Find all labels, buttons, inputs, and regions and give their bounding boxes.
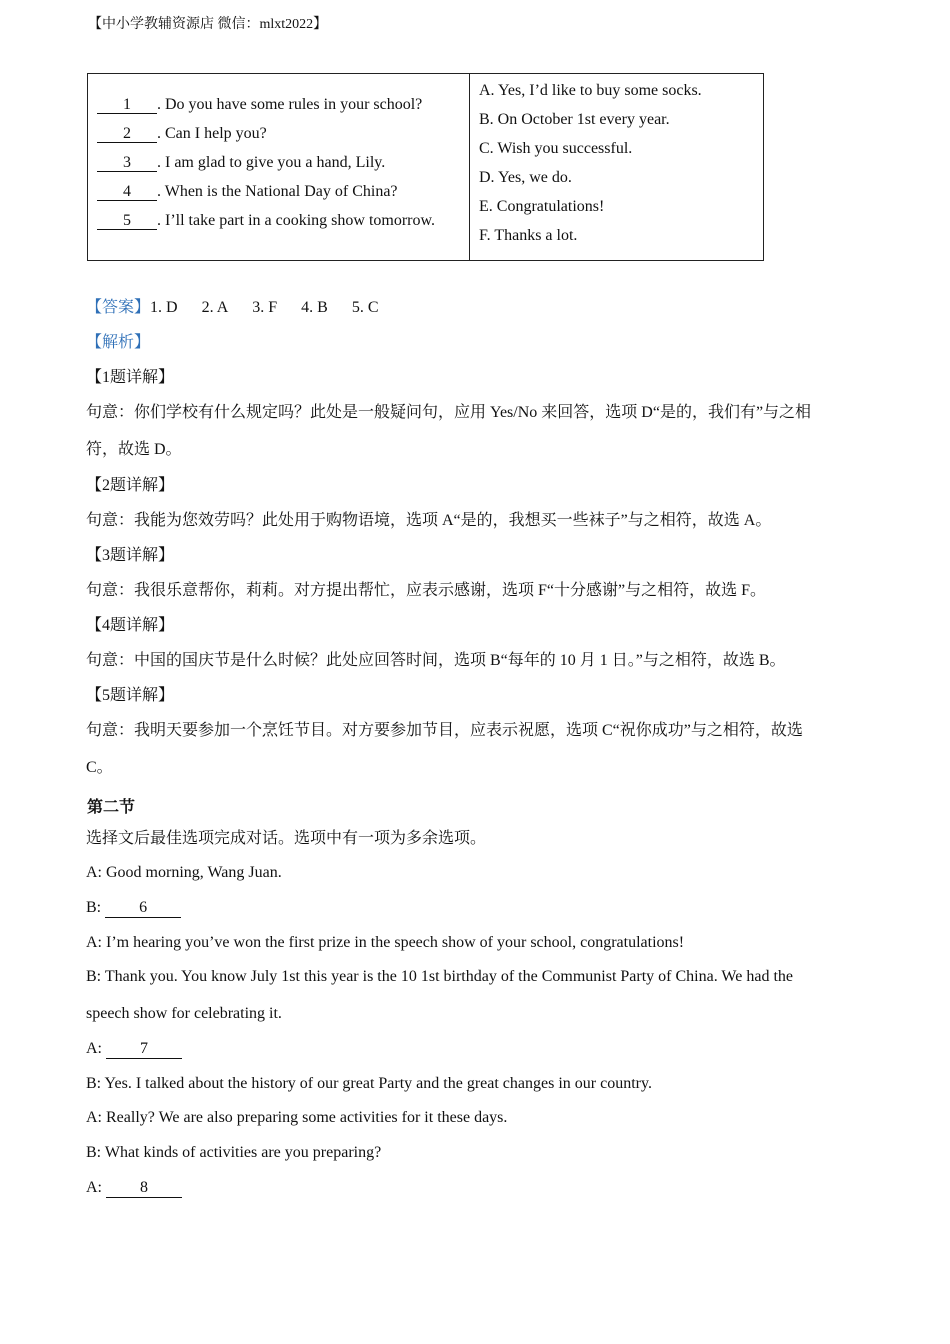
detail-text: 句意：我很乐意帮你，莉莉。对方提出帮忙，应表示感谢，选项 F“十分感谢”与之相符，故选 F。: [86, 582, 767, 599]
answer-blank: 2: [97, 125, 157, 143]
question-item: [97, 182, 469, 211]
question-text: . I’ll take part in a cooking show tomorrow.: [157, 212, 436, 229]
speaker-label: A:: [86, 864, 102, 881]
answer-blank: 4: [97, 183, 157, 201]
option-item: A. Yes, I’d like to buy some socks.: [479, 82, 702, 99]
dialogue-line: [86, 1039, 182, 1059]
answer-label: 【答案】: [86, 299, 151, 316]
question-text: . Can I help you?: [157, 125, 267, 142]
section-heading: 第二节: [87, 797, 136, 816]
answer-blank: 7: [106, 1040, 182, 1059]
question-text: . Do you have some rules in your school?: [157, 96, 423, 113]
answer-line: [86, 298, 379, 318]
speaker-label: A:: [86, 1040, 102, 1057]
option-item: F. Thanks a lot.: [479, 227, 578, 244]
dialogue-line: [86, 967, 793, 987]
answer-blank: 3: [97, 154, 157, 172]
page-header: 【中小学教辅资源店 微信：mlxt2022】: [88, 17, 328, 32]
speaker-label: B:: [86, 899, 102, 916]
option-item: E. Congratulations!: [479, 198, 605, 215]
dialogue-text: Thank you. You know July 1st this year is the 10 1st birthday of the Communist Party of China. We had the: [104, 968, 793, 985]
dialogue-line: [86, 898, 181, 918]
detail-title: 【5题详解】: [86, 687, 175, 704]
dialogue-line: [86, 933, 684, 953]
dialogue-continuation: speech show for celebrating it.: [86, 1005, 282, 1022]
answer-item: 3. F: [252, 299, 278, 316]
dialogue-line: [86, 1108, 507, 1128]
option-item: B. On October 1st every year.: [479, 111, 670, 128]
dialogue-text: I’m hearing you’ve won the first prize in the speech show of your school, congratulations!: [106, 934, 685, 951]
dialogue-line: [86, 863, 282, 883]
answer-item: 1. D: [150, 299, 178, 316]
detail-title: 【4题详解】: [86, 617, 175, 634]
detail-text: 句意：你们学校有什么规定吗？此处是一般疑问句，应用 Yes/No 来回答，选项 D“是的，我们有”与之相: [86, 404, 812, 421]
option-item: C. Wish you successful.: [479, 140, 633, 157]
option-item: D. Yes, we do.: [479, 169, 572, 186]
answer-blank: 5: [97, 212, 157, 230]
speaker-label: A:: [86, 1179, 102, 1196]
answer-item: 5. C: [351, 299, 379, 316]
questions-cell: [88, 74, 470, 261]
dialogue-text: What kinds of activities are you preparing?: [104, 1144, 382, 1161]
detail-text: C。: [86, 759, 113, 776]
answer-item: 2. A: [201, 299, 229, 316]
question-item: [97, 153, 469, 182]
dialogue-text: Good morning, Wang Juan.: [106, 864, 282, 881]
analysis-label: 【解析】: [86, 334, 151, 351]
speaker-label: B:: [86, 968, 102, 985]
question-item: [97, 211, 469, 240]
matching-table: [87, 73, 764, 261]
dialogue-text: Yes. I talked about the history of our great Party and the great changes in our country.: [104, 1075, 652, 1092]
section-instruction: 选择文后最佳选项完成对话。选项中有一项为多余选项。: [86, 830, 487, 847]
detail-title: 【1题详解】: [86, 369, 175, 386]
detail-text: 句意：我能为您效劳吗？此处用于购物语境，选项 A“是的，我想买一些袜子”与之相符，故选 A。: [86, 512, 772, 529]
answer-item: 4. B: [301, 299, 328, 316]
question-text: . When is the National Day of China?: [157, 183, 398, 200]
detail-text: 句意：我明天要参加一个烹饪节目。对方要参加节目，应表示祝愿，选项 C“祝你成功”与之相符，故选: [86, 722, 803, 739]
dialogue-line: [86, 1178, 182, 1198]
dialogue-text: Really? We are also preparing some activities for it these days.: [106, 1109, 508, 1126]
speaker-label: B:: [86, 1144, 102, 1161]
speaker-label: B:: [86, 1075, 102, 1092]
detail-title: 【2题详解】: [86, 477, 175, 494]
speaker-label: A:: [86, 934, 102, 951]
answer-blank: 1: [97, 96, 157, 114]
speaker-label: A:: [86, 1109, 102, 1126]
dialogue-line: [86, 1143, 381, 1163]
detail-title: 【3题详解】: [86, 547, 175, 564]
detail-text: 符，故选 D。: [86, 441, 182, 458]
answer-blank: 8: [106, 1179, 182, 1198]
options-cell: [470, 74, 764, 261]
question-text: . I am glad to give you a hand, Lily.: [157, 154, 386, 171]
dialogue-line: [86, 1074, 652, 1094]
answer-blank: 6: [105, 899, 181, 918]
question-item: [97, 124, 469, 153]
question-item: [97, 95, 469, 124]
detail-text: 句意：中国的国庆节是什么时候？此处应回答时间，选项 B“每年的 10 月 1 日。”与之相符，故选 B。: [86, 652, 786, 669]
